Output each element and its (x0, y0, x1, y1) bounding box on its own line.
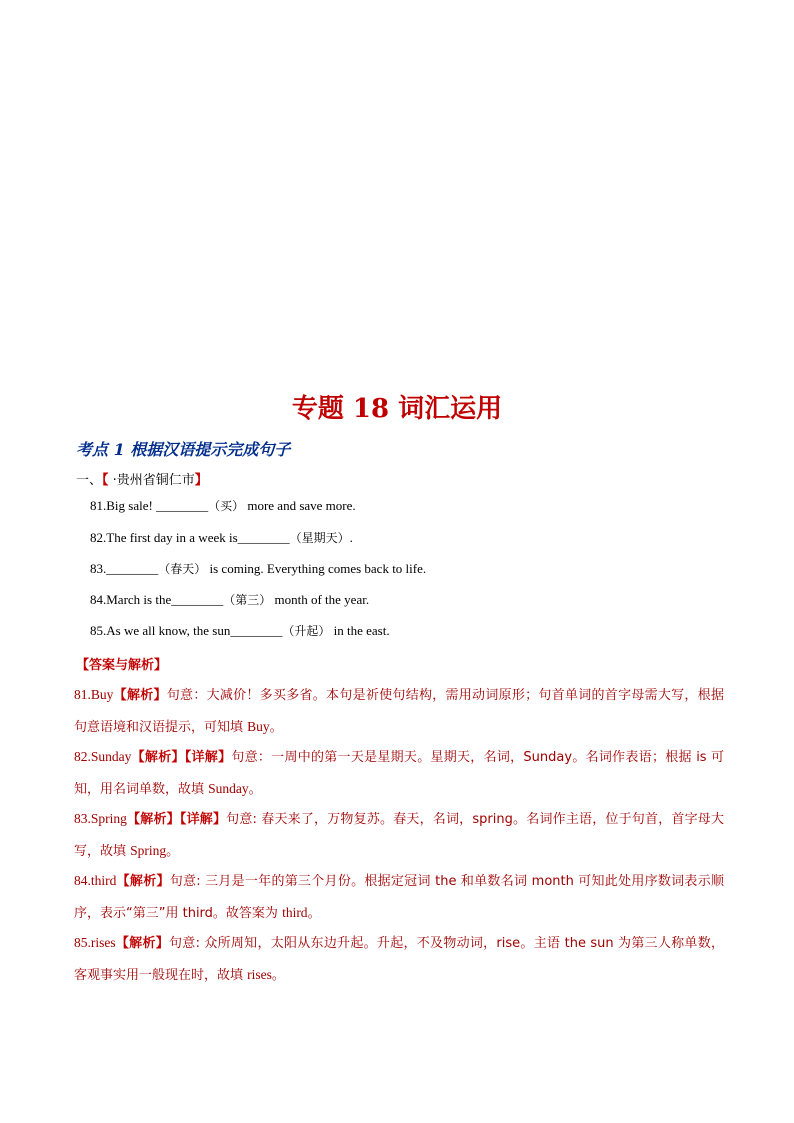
answer-final: Sunday (208, 781, 249, 796)
answer-end: 。 (307, 906, 321, 921)
answer-tag: 【解析】【详解】 (131, 750, 232, 765)
answer-word: 83.Spring (74, 811, 127, 826)
answer-text: 句意: 三月是一年的第三个月份。根据定冠词 the 和单数名词 month 可知此处用序数词表示顺序，表示“第三”用 third。故答案为 (74, 874, 724, 921)
question-item (90, 560, 426, 577)
answer-paragraph (74, 679, 724, 743)
question-after: is coming. Everything comes back to life. (206, 561, 427, 576)
question-hint: （星期天） (289, 531, 350, 545)
answer-word: 81.Buy (74, 687, 114, 702)
answer-tag: 【解析】 (113, 688, 167, 703)
answer-end: 。 (166, 844, 180, 859)
question-hint: （春天） (158, 562, 207, 576)
question-before: 81.Big sale! ________ (90, 498, 209, 513)
answer-final: rises (247, 967, 272, 982)
question-item (90, 497, 356, 514)
answer-tag: 【解析】 (116, 874, 170, 889)
answer-paragraph (74, 865, 724, 929)
answer-end: 。 (269, 720, 283, 735)
question-after: more and save more. (244, 498, 356, 513)
answer-paragraph (74, 927, 724, 991)
answer-paragraph (74, 803, 724, 867)
answer-text: 句意: 众所周知，太阳从东边升起。升起，不及物动词，rise。主语 the sun 为第三人称单数，客观事实用一般现在时，故填 (74, 936, 724, 983)
question-item (90, 591, 369, 608)
answer-word: 85.rises (74, 935, 116, 950)
answer-word: 84.third (74, 873, 117, 888)
answer-final: Buy (247, 719, 270, 734)
question-item (90, 622, 390, 639)
question-after: in the east. (330, 623, 390, 638)
answer-end: 。 (271, 968, 285, 983)
answer-text: 句意：一周中的第一天是星期天。星期天，名词，Sunday。名词作表语；根据 is 可知，用名词单数，故填 (74, 750, 724, 797)
answer-end: 。 (248, 782, 262, 797)
source-text: ·贵州省铜仁市 (108, 473, 195, 488)
question-hint: （升起） (282, 624, 331, 638)
answer-word: 82.Sunday (74, 749, 132, 764)
question-before: 83.________ (90, 561, 159, 576)
question-after: . (349, 530, 353, 545)
question-before: 85.As we all know, the sun________ (90, 623, 283, 638)
answer-text: 句意: 春天来了，万物复苏。春天，名词，spring。名词作主语，位于句首，首字母大写，故填 (74, 812, 724, 859)
source-bracket-open: 【 (102, 473, 109, 488)
answer-tag: 【解析】【详解】 (126, 812, 227, 827)
question-before: 84.March is the________ (90, 592, 224, 607)
question-after: month of the year. (271, 592, 370, 607)
section-heading: 考点 1 根据汉语提示完成句子 (76, 440, 291, 459)
question-source (76, 469, 208, 488)
source-bracket-close: 】 (194, 473, 208, 488)
answer-header: 【答案与解析】 (76, 658, 168, 673)
answer-tag: 【解析】 (115, 936, 170, 951)
question-before: 82.The first day in a week is________ (90, 530, 290, 545)
document-title: 专题 18 词汇运用 (291, 394, 503, 424)
answer-paragraph (74, 741, 724, 805)
source-prefix: 一、 (76, 473, 103, 488)
question-hint: （第三） (223, 593, 272, 607)
answer-final: Spring (130, 843, 167, 858)
answer-text: 句意：大减价！多买多省。本句是祈使句结构，需用动词原形；句首单词的首字母需大写，根据句意语境和汉语提示，可知填 (74, 688, 724, 735)
question-item (90, 529, 353, 546)
answer-final: third (282, 905, 308, 920)
question-hint: （买） (208, 499, 245, 513)
